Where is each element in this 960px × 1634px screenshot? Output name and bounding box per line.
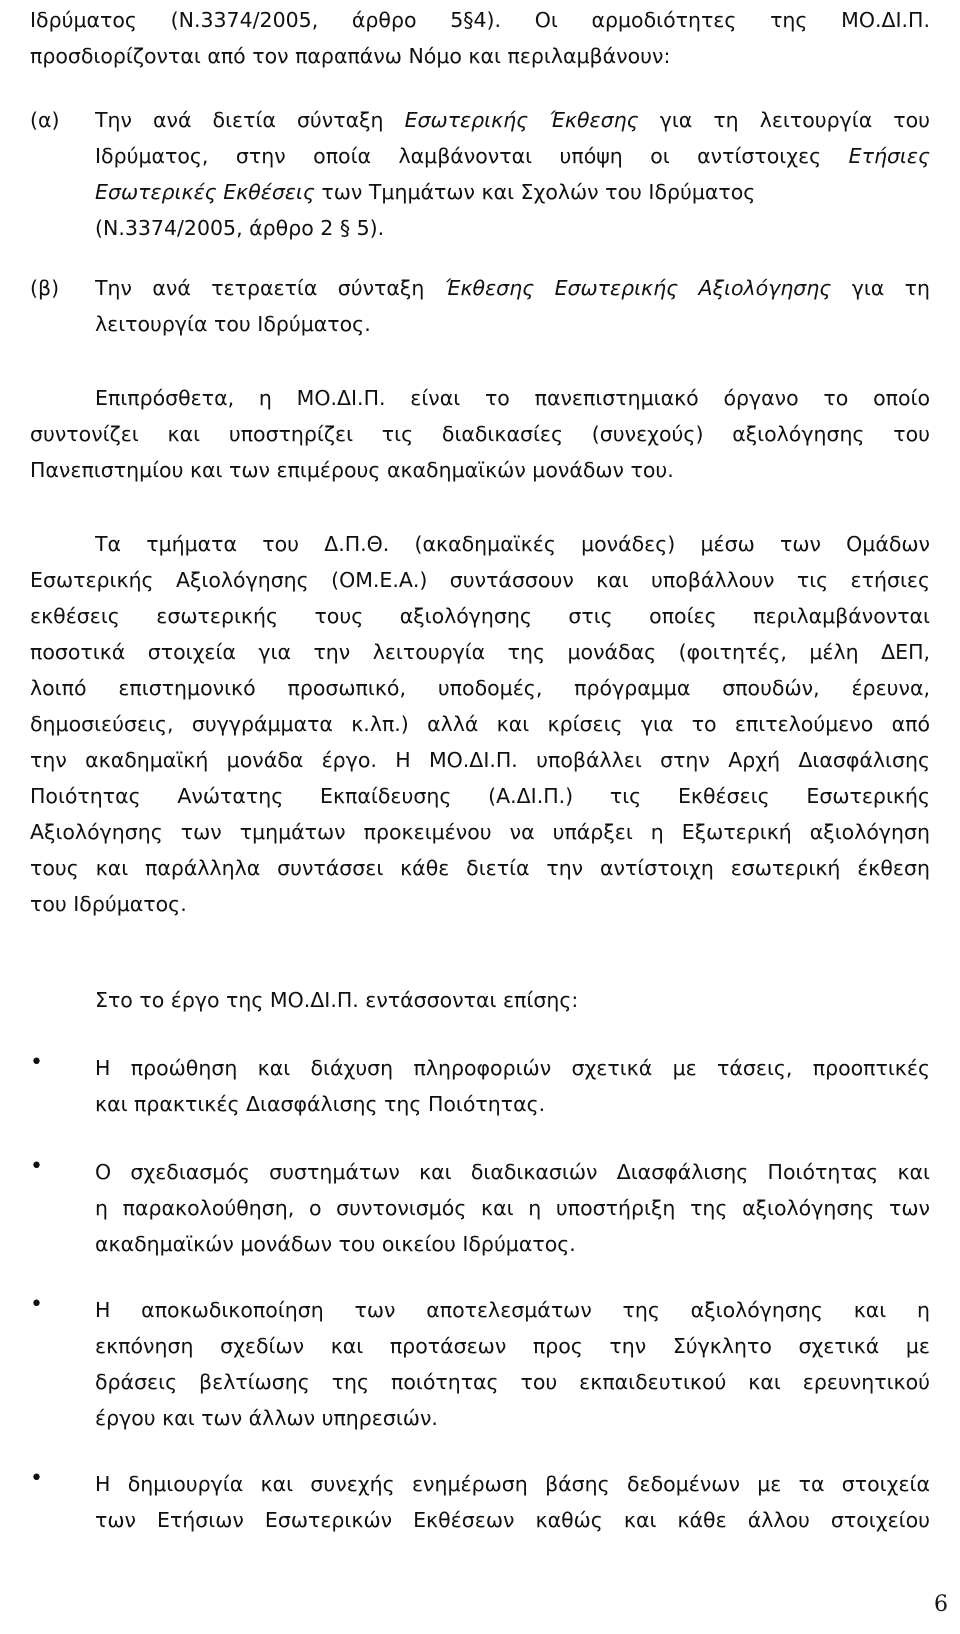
text-line: έργου και των άλλων υπηρεσιών.: [95, 1406, 438, 1430]
bullet-icon: •: [30, 1466, 43, 1491]
text-line: δημοσιεύσεις, συγγράμματα κ.λπ.) αλλά και κρίσεις για το επιτελούμενο από: [30, 712, 930, 736]
text-line: προσδιορίζονται από τον παραπάνω Νόμο και περιλαμβάνουν:: [30, 44, 671, 68]
text-line: Η προώθηση και διάχυση πληροφοριών σχετικά με τάσεις, προοπτικές: [95, 1056, 930, 1080]
text-line: λοιπό επιστημονικό προσωπικό, υποδομές, πρόγραμμα σπουδών, έρευνα,: [30, 676, 930, 700]
text-line: εκπόνηση σχεδίων και προτάσεων προς την Σύγκλητο σχετικά με: [95, 1334, 930, 1358]
text-line: Ποιότητας Ανώτατης Εκπαίδευσης (Α.ΔΙ.Π.) τις Εκθέσεις Εσωτερικής: [30, 784, 930, 808]
text-line: Ο σχεδιασμός συστημάτων και διαδικασιών Διασφάλισης Ποιότητας και: [95, 1160, 930, 1184]
text-line: εκθέσεις εσωτερικής τους αξιολόγησης στις οποίες περιλαμβάνονται: [30, 604, 930, 628]
text-line: Πανεπιστημίου και των επιμέρους ακαδημαϊκών μονάδων του.: [30, 458, 674, 482]
bullet-icon: •: [30, 1050, 43, 1075]
text-line: και πρακτικές Διασφάλισης της Ποιότητας.: [95, 1092, 546, 1116]
text-line: (Ν.3374/2005, άρθρο 2 § 5).: [95, 216, 385, 240]
text-line: η παρακολούθηση, ο συντονισμός και η υποστήριξη της αξιολόγησης των: [95, 1196, 930, 1220]
text-line: λειτουργία του Ιδρύματος.: [95, 312, 371, 336]
text-line: Η δημιουργία και συνεχής ενημέρωση βάσης δεδομένων με τα στοιχεία: [95, 1472, 930, 1496]
text-line: Ιδρύματος, στην οποία λαμβάνονται υπόψη οι αντίστοιχες Ετήσιες: [95, 144, 930, 168]
text-line: Επιπρόσθετα, η ΜΟ.ΔΙ.Π. είναι το πανεπιστημιακό όργανο το οποίο: [95, 386, 930, 410]
section-intro: Στο το έργο της ΜΟ.ΔΙ.Π. εντάσσονται επίσης:: [95, 988, 579, 1012]
text-line: Η αποκωδικοποίηση των αποτελεσμάτων της αξιολόγησης και η: [95, 1298, 930, 1322]
bullet-icon: •: [30, 1292, 43, 1317]
text-line: των Ετήσιων Εσωτερικών Εκθέσεων καθώς και κάθε άλλου στοιχείου: [95, 1508, 930, 1532]
text-line: συντονίζει και υποστηρίζει τις διαδικασίες (συνεχούς) αξιολόγησης του: [30, 422, 930, 446]
text-line: Την ανά διετία σύνταξη Εσωτερικής Έκθεσης για τη λειτουργία του: [95, 108, 930, 132]
list-marker: (α): [30, 108, 60, 132]
text-line: Εσωτερικές Εκθέσεις των Τμημάτων και Σχολών του Ιδρύματος: [95, 180, 756, 204]
text-line: Ιδρύματος (Ν.3374/2005, άρθρο 5§4). Οι αρμοδιότητες της ΜΟ.ΔΙ.Π.: [30, 8, 930, 32]
text-line: Την ανά τετραετία σύνταξη Έκθεσης Εσωτερικής Αξιολόγησης για τη: [95, 276, 930, 300]
text-line: την ακαδημαϊκή μονάδα έργο. Η ΜΟ.ΔΙ.Π. υποβάλλει στην Αρχή Διασφάλισης: [30, 748, 930, 772]
text-line: του Ιδρύματος.: [30, 892, 187, 916]
list-marker: (β): [30, 276, 60, 300]
page-number: 6: [934, 1592, 948, 1617]
text-line: ποσοτικά στοιχεία για την λειτουργία της μονάδας (φοιτητές, μέλη ΔΕΠ,: [30, 640, 930, 664]
text-line: Εσωτερικής Αξιολόγησης (ΟΜ.Ε.Α.) συντάσσουν και υποβάλλουν τις ετήσιες: [30, 568, 930, 592]
text-line: Αξιολόγησης των τμημάτων προκειμένου να υπάρξει η Εξωτερική αξιολόγηση: [30, 820, 930, 844]
text-line: δράσεις βελτίωσης της ποιότητας του εκπαιδευτικού και ερευνητικού: [95, 1370, 930, 1394]
text-line: ακαδημαϊκών μονάδων του οικείου Ιδρύματος.: [95, 1232, 576, 1256]
text-line: τους και παράλληλα συντάσσει κάθε διετία την αντίστοιχη εσωτερική έκθεση: [30, 856, 930, 880]
text-line: Τα τμήματα του Δ.Π.Θ. (ακαδημαϊκές μονάδες) μέσω των Ομάδων: [95, 532, 930, 556]
bullet-icon: •: [30, 1154, 43, 1179]
